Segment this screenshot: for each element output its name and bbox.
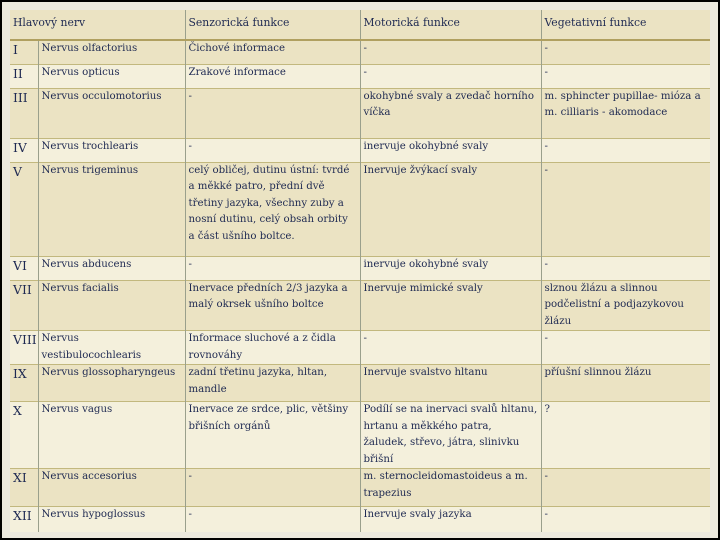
nerve-number: IV <box>10 138 38 162</box>
table-row <box>10 365 710 402</box>
nerve-name: Nervus abducens <box>38 256 185 280</box>
sensory-function-cell: Informace sluchové a z čidla rovnováhy <box>185 331 360 365</box>
nerve-number: II <box>10 64 38 88</box>
vegetative-function-cell: - <box>544 258 548 270</box>
nerve-name: Nervus facialis <box>38 280 185 331</box>
sensory-function-cell: Inervace předních 2/3 jazyka a malý okrsek ušního boltce <box>185 280 360 331</box>
nerve-name: Nervus opticus <box>38 64 185 88</box>
nerve-number: IX <box>10 365 38 402</box>
vegetative-function-cell: - <box>544 140 548 152</box>
header-sensory-function: Senzorická funkce <box>185 10 360 40</box>
nerve-name: Nervus occulomotorius <box>38 88 185 138</box>
header-row <box>10 10 710 40</box>
header-motor-function: Motorická funkce <box>360 10 541 40</box>
vegetative-function-cell: - <box>544 333 548 344</box>
nerve-name: Nervus trigeminus <box>38 162 185 256</box>
motor-function-cell: Inervuje svaly jazyka <box>360 507 541 532</box>
motor-function-cell: inervuje okohybné svaly <box>360 138 541 162</box>
table-row <box>10 256 710 280</box>
sensory-function-cell: - <box>185 469 360 507</box>
vegetative-function-cell: slznou žlázu a slinnou podčelistní a podjazykovou žlázu <box>544 282 684 327</box>
cranial-nerves-table <box>10 10 710 532</box>
nerve-name: Nervus trochlearis <box>38 138 185 162</box>
nerve-number: VII <box>10 280 38 331</box>
sensory-function-cell: - <box>185 88 360 138</box>
sensory-function-cell: Čichové informace <box>185 40 360 64</box>
nerve-number: XI <box>10 469 38 507</box>
nerve-name: Nervus vestibulocochlearis <box>38 331 185 365</box>
sensory-function-cell: Inervace ze srdce, plic, většiny břišních orgánů <box>185 402 360 469</box>
table-row <box>10 64 710 88</box>
vegetative-function-cell: - <box>544 509 548 520</box>
nerve-number: III <box>10 88 38 138</box>
nerve-name: Nervus vagus <box>38 402 185 469</box>
nerve-name: Nervus glossopharyngeus <box>38 365 185 402</box>
table-row <box>10 40 710 64</box>
header-cranial-nerve: Hlavový nerv <box>10 10 185 40</box>
vegetative-function-cell: příušní slinnou žlázu <box>544 367 652 378</box>
vegetative-function-cell: m. sphincter pupillae- mióza a m. cilliaris - akomodace <box>544 90 701 118</box>
nerve-number: I <box>10 40 38 64</box>
slide-background <box>2 2 718 538</box>
nerve-number: VI <box>10 256 38 280</box>
table-row <box>10 402 710 469</box>
motor-function-cell: - <box>360 40 541 64</box>
table-row <box>10 88 710 138</box>
vegetative-function-cell: ? <box>544 404 550 415</box>
sensory-function-cell: - <box>185 138 360 162</box>
sensory-function-cell: celý obličej, dutinu ústní: tvrdé a měkké patro, přední dvě třetiny jazyka, všechny zuby a nosní dutinu, celý obsah orbity a část ušního boltce. <box>185 162 360 256</box>
sensory-function-cell: - <box>185 256 360 280</box>
motor-function-cell: okohybné svaly a zvedač horního víčka <box>360 88 541 138</box>
sensory-function-cell: zadní třetinu jazyka, hltan, mandle <box>185 365 360 402</box>
sensory-function-cell: Zrakové informace <box>185 64 360 88</box>
motor-function-cell: Podílí se na inervaci svalů hltanu, hrtanu a měkkého patra, žaludek, střevo, játra, slinivku břišní <box>360 402 541 469</box>
vegetative-function-cell: - <box>544 66 548 78</box>
nerve-number: X <box>10 402 38 469</box>
motor-function-cell: - <box>360 331 541 365</box>
nerve-number: V <box>10 162 38 256</box>
nerve-number: VIII <box>10 331 38 365</box>
table-row <box>10 138 710 162</box>
vegetative-function-cell: - <box>544 43 548 54</box>
nerve-name: Nervus hypoglossus <box>38 507 185 532</box>
header-vegetative-function: Vegetativní funkce <box>544 16 647 29</box>
nerve-number: XII <box>10 507 38 532</box>
motor-function-cell: Inervuje mimické svaly <box>360 280 541 331</box>
sensory-function-cell: - <box>185 507 360 532</box>
motor-function-cell: inervuje okohybné svaly <box>360 256 541 280</box>
motor-function-cell: Inervuje žvýkací svaly <box>360 162 541 256</box>
vegetative-function-cell: - <box>544 164 548 176</box>
table-row <box>10 331 710 365</box>
motor-function-cell: - <box>360 64 541 88</box>
table-row <box>10 162 710 256</box>
table-row <box>10 507 710 532</box>
vegetative-function-cell: - <box>544 471 548 482</box>
nerve-name: Nervus olfactorius <box>38 40 185 64</box>
motor-function-cell: m. sternocleidomastoideus a m. trapezius <box>360 469 541 507</box>
table-row <box>10 280 710 331</box>
motor-function-cell: Inervuje svalstvo hltanu <box>360 365 541 402</box>
nerve-name: Nervus accesorius <box>38 469 185 507</box>
table-row <box>10 469 710 507</box>
